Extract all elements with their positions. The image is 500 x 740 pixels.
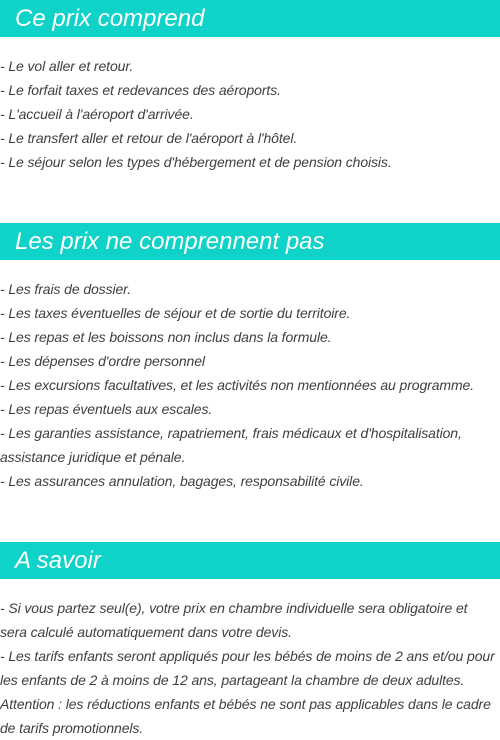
list-item: - Les repas et les boissons non inclus dans la formule. bbox=[0, 329, 332, 345]
list-item: - Le séjour selon les types d'hébergement et de pension choisis. bbox=[0, 154, 392, 170]
paragraph-line: - Les tarifs enfants seront appliqués pour les bébés de moins de 2 ans et/ou pour bbox=[0, 648, 495, 664]
section-body-not-included bbox=[0, 277, 500, 493]
section-body-included bbox=[0, 54, 500, 174]
list-item: - Les dépenses d'ordre personnel bbox=[0, 353, 205, 369]
section-header-ce-prix-comprend: Ce prix comprend bbox=[0, 0, 500, 37]
list-item: - Le vol aller et retour. bbox=[0, 58, 134, 74]
list-item: - Les repas éventuels aux escales. bbox=[0, 401, 213, 417]
list-item: - Le transfert aller et retour de l'aéroport à l'hôtel. bbox=[0, 130, 298, 146]
list-item: - Les taxes éventuelles de séjour et de sortie du territoire. bbox=[0, 305, 351, 321]
list-item: - Les frais de dossier. bbox=[0, 281, 132, 297]
list-item: - L'accueil à l'aéroport d'arrivée. bbox=[0, 106, 194, 122]
section-body-a-savoir bbox=[0, 596, 500, 740]
section-header-a-savoir: A savoir bbox=[0, 542, 500, 579]
paragraph-line: sera calculé automatiquement dans votre devis. bbox=[0, 624, 292, 640]
list-item: - Les excursions facultatives, et les activités non mentionnées au programme. bbox=[0, 377, 474, 393]
section-header-not-included: Les prix ne comprennent pas bbox=[0, 223, 500, 260]
list-item: - Le forfait taxes et redevances des aéroports. bbox=[0, 82, 281, 98]
list-item-continuation: assistance juridique et pénale. bbox=[0, 449, 186, 465]
paragraph-line: de tarifs promotionnels. bbox=[0, 720, 144, 736]
list-item: - Les garanties assistance, rapatriement, frais médicaux et d'hospitalisation, bbox=[0, 425, 462, 441]
list-item: - Les assurances annulation, bagages, responsabilité civile. bbox=[0, 473, 364, 489]
paragraph-line: - Si vous partez seul(e), votre prix en chambre individuelle sera obligatoire et bbox=[0, 600, 468, 616]
paragraph-line: les enfants de 2 à moins de 12 ans, partageant la chambre de deux adultes. bbox=[0, 672, 465, 688]
paragraph-line: Attention : les réductions enfants et bébés ne sont pas applicables dans le cadre bbox=[0, 696, 491, 712]
